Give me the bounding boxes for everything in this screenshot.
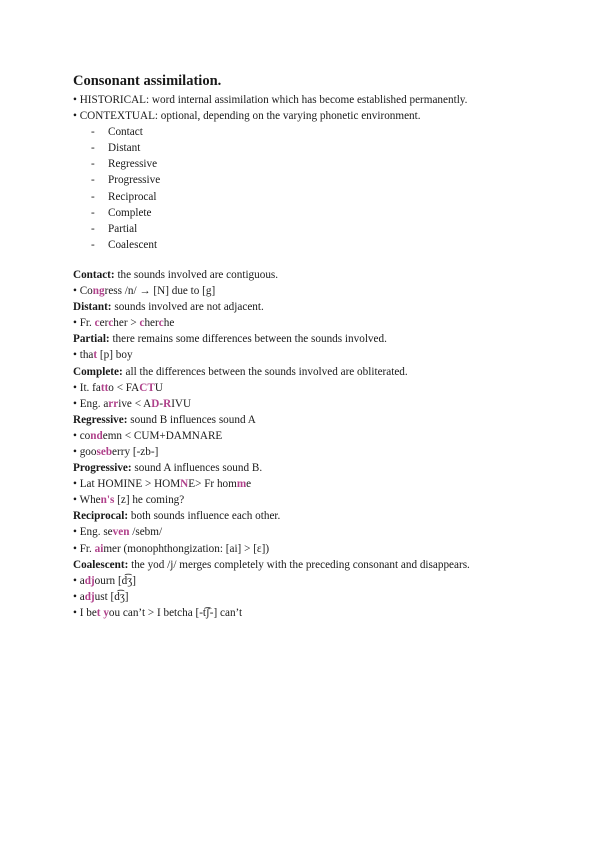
- example-adjust: • adjust [d͡ʒ]: [73, 590, 129, 603]
- highlight: rr: [108, 397, 119, 410]
- term: Distant:: [73, 301, 112, 314]
- term: Progressive:: [73, 462, 132, 475]
- intro-historical: • HISTORICAL: word internal assimilation which has become established permanently.: [73, 94, 468, 106]
- example-arrive: • Eng. arrive < AD-RIVU: [73, 397, 192, 410]
- list-item: - Coalescent: [91, 238, 158, 251]
- definition-contact: [73, 267, 573, 283]
- highlight: tt: [100, 381, 109, 394]
- example-homme: • Lat HOMINE > HOMNE> Fr homme: [73, 478, 252, 491]
- term: Regressive:: [73, 413, 128, 426]
- highlight: c: [108, 317, 114, 330]
- definition-text: the yod /j/ merges completely with the preceding consonant and disappears.: [128, 558, 470, 571]
- definition-coalescent: [73, 557, 573, 573]
- highlight: c: [158, 317, 164, 330]
- highlight: N: [180, 478, 189, 491]
- highlight: seb: [96, 445, 113, 458]
- definition-text: sound A influences sound B.: [131, 462, 263, 475]
- list-item: - Regressive: [91, 158, 158, 171]
- page-title: Consonant assimilation.: [73, 73, 222, 89]
- example-seven: • Eng. seven /sebm/: [73, 526, 163, 539]
- example-congress: • Congress /n/ → [N] due to [g]: [73, 285, 216, 298]
- definition-regressive: [73, 412, 573, 428]
- highlight: ven: [112, 526, 130, 539]
- definition-text: sound B influences sound A: [127, 413, 256, 426]
- list-item: - Partial: [91, 222, 138, 235]
- highlight: nd: [90, 429, 103, 442]
- highlight: dj: [84, 574, 95, 587]
- highlight: D: [151, 397, 160, 410]
- highlight: t: [93, 349, 98, 362]
- example-that: • that [p] boy: [73, 349, 133, 362]
- highlight: ng: [92, 285, 105, 298]
- definition-partial: [73, 331, 573, 347]
- definition-reciprocal: [73, 508, 573, 524]
- definition-text: the sounds involved are contiguous.: [114, 268, 279, 281]
- section-gap: [73, 253, 573, 267]
- definition-text: all the differences between the sounds involved are obliterated.: [122, 365, 408, 378]
- example-gooseberry: • gooseberry [-zb-]: [73, 445, 159, 458]
- example-fatto: • It. fatto < FACTU: [73, 381, 163, 394]
- definition-complete: [73, 364, 573, 380]
- highlight: ai: [94, 542, 104, 555]
- example-betcha: • I bet you can’t > I betcha [-t͡ʃ-] can’t: [73, 606, 243, 619]
- definition-text: there remains some differences between the sounds involved.: [109, 333, 387, 346]
- highlight: c: [94, 317, 100, 330]
- types-list: [73, 124, 573, 253]
- example-whens: • When's [z] he coming?: [73, 494, 185, 507]
- intro-contextual: • CONTEXTUAL: optional, depending on the varying phonetic environment.: [73, 110, 421, 123]
- list-item: - Reciprocal: [91, 190, 157, 203]
- highlight: n's: [100, 494, 115, 507]
- list-item: - Contact: [91, 126, 143, 139]
- highlight: R: [163, 397, 172, 410]
- term: Contact:: [73, 268, 115, 281]
- term: Partial:: [73, 333, 110, 346]
- highlight: CT: [139, 381, 155, 394]
- highlight: t y: [96, 606, 109, 619]
- example-condemn: • condemn < CUM+DAMNARE: [73, 429, 223, 442]
- document-page: [73, 72, 573, 621]
- example-aimer: • Fr. aimer (monophthongization: [ai] > [ɛ]): [73, 542, 270, 555]
- highlight: m: [236, 478, 247, 491]
- list-item: - Distant: [91, 142, 141, 155]
- example-adjourn: • adjourn [d͡ʒ]: [73, 574, 136, 587]
- term: Coalescent:: [73, 558, 129, 571]
- highlight: dj: [84, 590, 95, 603]
- definition-text: sounds involved are not adjacent.: [111, 301, 264, 314]
- term: Complete:: [73, 365, 123, 378]
- definition-text: both sounds influence each other.: [128, 510, 281, 523]
- term: Reciprocal:: [73, 510, 129, 523]
- list-item: - Progressive: [91, 174, 161, 187]
- example-cercher: • Fr. cercher > cherche: [73, 317, 175, 330]
- definition-progressive: [73, 460, 573, 476]
- definition-distant: [73, 299, 573, 315]
- list-item: - Complete: [91, 206, 152, 219]
- highlight: c: [139, 317, 145, 330]
